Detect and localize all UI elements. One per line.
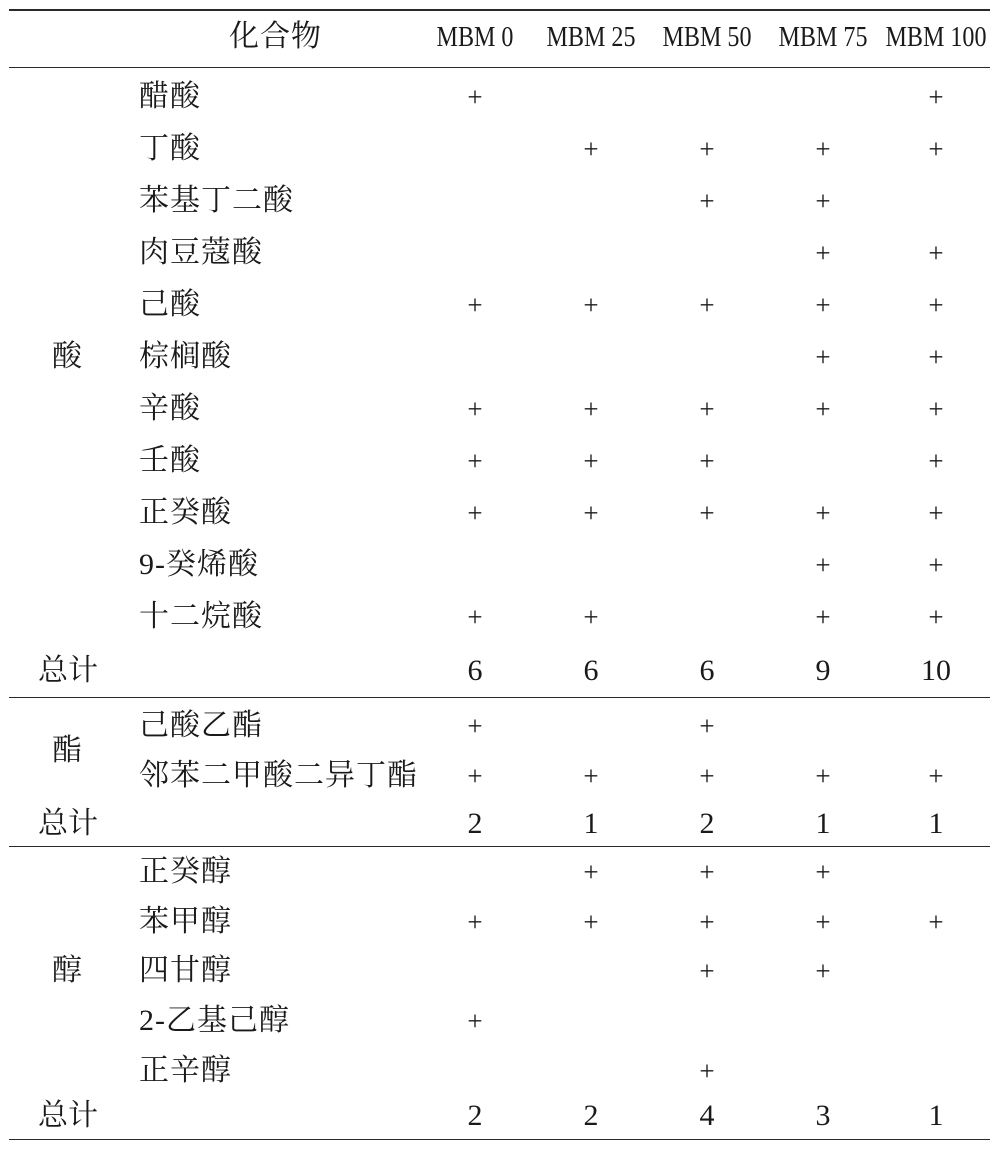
presence-mark: + <box>583 498 599 528</box>
total-label: 总计 <box>38 654 98 687</box>
total-count: 9 <box>815 654 831 687</box>
presence-mark: + <box>928 238 944 268</box>
presence-mark: + <box>583 394 599 424</box>
header-mbm-50: MBM 50 <box>662 22 752 53</box>
presence-mark: + <box>699 907 715 937</box>
total-count: 1 <box>815 807 831 840</box>
presence-mark: + <box>467 907 483 937</box>
compound-name: 2-乙基己醇 <box>139 1004 290 1037</box>
presence-mark: + <box>928 394 944 424</box>
compound-name: 四甘醇 <box>139 954 232 987</box>
compound-name: 丁酸 <box>139 132 201 165</box>
presence-mark: + <box>699 711 715 741</box>
presence-mark: + <box>467 446 483 476</box>
presence-mark: + <box>467 1006 483 1036</box>
total-count: 6 <box>699 654 715 687</box>
header-rule <box>9 67 990 68</box>
presence-mark: + <box>583 761 599 791</box>
compound-name: 正癸酸 <box>139 496 232 529</box>
presence-mark: + <box>699 134 715 164</box>
presence-mark: + <box>699 394 715 424</box>
presence-mark: + <box>467 761 483 791</box>
presence-mark: + <box>815 602 831 632</box>
total-count: 1 <box>583 807 599 840</box>
presence-mark: + <box>699 498 715 528</box>
total-count: 4 <box>699 1099 715 1132</box>
presence-mark: + <box>583 602 599 632</box>
presence-mark: + <box>699 1056 715 1086</box>
presence-mark: + <box>699 761 715 791</box>
presence-mark: + <box>928 907 944 937</box>
presence-mark: + <box>699 857 715 887</box>
compound-name: 己酸 <box>139 288 201 321</box>
category-label: 酸 <box>52 340 82 373</box>
presence-mark: + <box>583 290 599 320</box>
total-count: 6 <box>583 654 599 687</box>
presence-mark: + <box>928 134 944 164</box>
presence-mark: + <box>815 342 831 372</box>
presence-mark: + <box>815 498 831 528</box>
presence-mark: + <box>699 956 715 986</box>
compound-name: 肉豆蔻酸 <box>139 236 263 269</box>
presence-mark: + <box>699 186 715 216</box>
compound-name: 邻苯二甲酸二异丁酯 <box>139 759 418 792</box>
group-separator-rule <box>9 1139 990 1140</box>
presence-mark: + <box>928 82 944 112</box>
compound-name: 苯甲醇 <box>139 905 232 938</box>
compound-name: 己酸乙酯 <box>139 709 263 742</box>
presence-mark: + <box>467 498 483 528</box>
compound-name: 苯基丁二酸 <box>139 184 294 217</box>
presence-mark: + <box>928 342 944 372</box>
presence-mark: + <box>467 82 483 112</box>
total-count: 1 <box>928 807 944 840</box>
presence-mark: + <box>815 956 831 986</box>
total-count: 2 <box>467 807 483 840</box>
presence-mark: + <box>815 290 831 320</box>
presence-mark: + <box>928 550 944 580</box>
presence-mark: + <box>815 857 831 887</box>
presence-mark: + <box>699 290 715 320</box>
total-count: 2 <box>699 807 715 840</box>
header-mbm-100: MBM 100 <box>885 22 987 53</box>
presence-mark: + <box>815 907 831 937</box>
presence-mark: + <box>815 550 831 580</box>
presence-mark: + <box>583 907 599 937</box>
presence-mark: + <box>928 446 944 476</box>
total-count: 3 <box>815 1099 831 1132</box>
presence-mark: + <box>928 602 944 632</box>
header-compound: 化合物 <box>229 20 322 53</box>
presence-mark: + <box>815 134 831 164</box>
total-label: 总计 <box>38 1099 98 1132</box>
presence-mark: + <box>928 290 944 320</box>
compound-name: 醋酸 <box>139 80 201 113</box>
total-count: 6 <box>467 654 483 687</box>
presence-mark: + <box>583 857 599 887</box>
table-top-rule <box>9 9 990 11</box>
total-label: 总计 <box>38 807 98 840</box>
compound-name: 辛酸 <box>139 392 201 425</box>
presence-mark: + <box>815 761 831 791</box>
presence-mark: + <box>815 238 831 268</box>
header-mbm-75: MBM 75 <box>778 22 868 53</box>
presence-mark: + <box>583 446 599 476</box>
category-label: 酯 <box>52 734 82 767</box>
presence-mark: + <box>467 711 483 741</box>
header-mbm-25: MBM 25 <box>546 22 636 53</box>
compound-name: 十二烷酸 <box>139 600 263 633</box>
presence-mark: + <box>583 134 599 164</box>
presence-mark: + <box>815 394 831 424</box>
presence-mark: + <box>815 186 831 216</box>
total-count: 1 <box>928 1099 944 1132</box>
presence-mark: + <box>467 394 483 424</box>
presence-mark: + <box>699 446 715 476</box>
category-label: 醇 <box>52 954 82 987</box>
group-separator-rule <box>9 697 990 698</box>
compound-name: 9-癸烯酸 <box>139 548 259 581</box>
presence-mark: + <box>467 290 483 320</box>
presence-mark: + <box>928 761 944 791</box>
compound-name: 壬酸 <box>139 444 201 477</box>
presence-mark: + <box>467 602 483 632</box>
compound-name: 正辛醇 <box>139 1054 232 1087</box>
compound-name: 正癸醇 <box>139 855 232 888</box>
total-count: 2 <box>467 1099 483 1132</box>
total-count: 2 <box>583 1099 599 1132</box>
group-separator-rule <box>9 846 990 847</box>
presence-mark: + <box>928 498 944 528</box>
compound-name: 棕榈酸 <box>139 340 232 373</box>
header-mbm-0: MBM 0 <box>436 22 514 53</box>
total-count: 10 <box>921 654 951 687</box>
